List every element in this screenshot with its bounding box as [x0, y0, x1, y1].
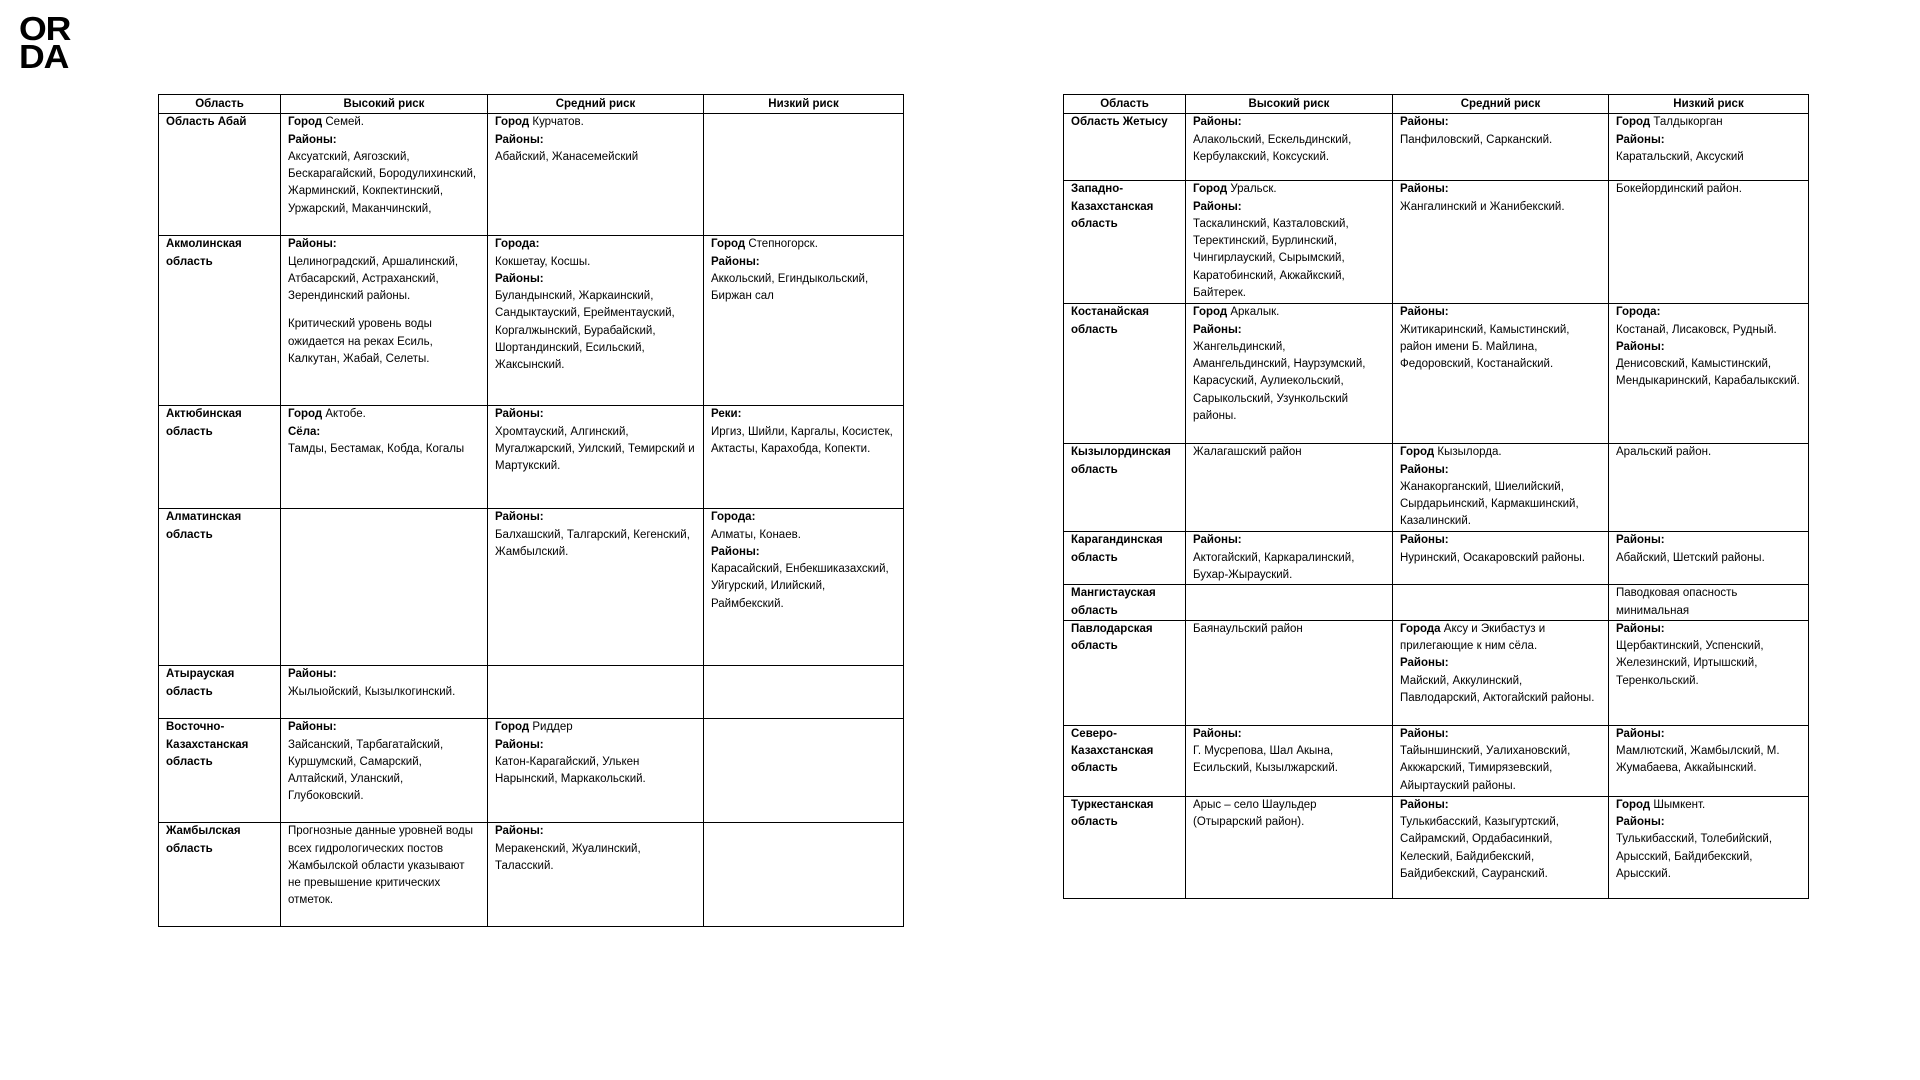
- cell-text: Хромтауский, Алгинский, Мугалжарский, Уилский, Темирский и Мартукский.: [495, 425, 695, 473]
- cell-text: Аккольский, Егиндыкольский, Биржан сал: [711, 272, 869, 303]
- low-risk-cell: [1609, 304, 1809, 444]
- low-risk-cell: [704, 823, 904, 927]
- high-risk-cell: [1186, 444, 1393, 532]
- medium-risk-cell: [1393, 114, 1609, 181]
- cell-label: Районы:: [288, 668, 337, 681]
- cell-entry: [711, 406, 896, 458]
- cell-text: Шымкент.: [1650, 798, 1706, 811]
- cell-text: Катон-Карагайский, Улькен Нарынский, Маркакольский.: [495, 755, 646, 786]
- cell-text: Тайыншинский, Уалихановский, Аккжарский, Тимирязевский, Айыртауский районы.: [1400, 745, 1571, 792]
- cell-entry: [288, 406, 480, 423]
- cell-label: Районы:: [1400, 727, 1449, 740]
- table-header-row: [159, 95, 904, 114]
- cell-label: Районы:: [1616, 340, 1665, 353]
- cell-entry: [1193, 322, 1385, 426]
- table-row: [1064, 725, 1809, 796]
- high-risk-cell: [1186, 304, 1393, 444]
- high-risk-cell: [281, 666, 488, 719]
- high-risk-cell: [281, 406, 488, 509]
- table-row: [159, 719, 904, 823]
- cell-text: Аксуатский, Аягозский, Бескарагайский, Бородулихинский, Жарминский, Кокпектинский, Уржарский, Маканчинский,: [288, 150, 477, 215]
- cell-text: Зайсанский, Тарбагатайский, Куршумский, Самарский, Алтайский, Уланский, Глубоковский.: [288, 738, 444, 803]
- cell-text: Буландынский, Жаркаинский, Сандыктауский, Ерейментауский, Коргалжынский, Бурабайский, Шортандинский, Есильский, Жаксынский.: [495, 290, 675, 372]
- table-row: [1064, 304, 1809, 444]
- cell-label: Город: [1616, 798, 1651, 811]
- low-risk-cell: [704, 406, 904, 509]
- cell-label: Районы:: [1193, 534, 1242, 547]
- cell-text: Меракенский, Жуалинский, Таласский.: [495, 842, 641, 872]
- cell-text: Абайский, Жанасемейский: [495, 150, 639, 163]
- cell-text: Мамлютский, Жамбылский, М. Жумабаева, Аккайынский.: [1616, 745, 1780, 775]
- cell-label: Районы:: [495, 408, 544, 421]
- region-name: Область Жетысу: [1064, 114, 1186, 181]
- cell-label: Районы:: [1616, 534, 1665, 547]
- cell-label: Города:: [711, 511, 756, 524]
- cell-text: Кокшетау, Косшы.: [495, 255, 591, 268]
- cell-entry: [495, 271, 696, 375]
- high-risk-cell: [281, 823, 488, 927]
- cell-entry: [1616, 532, 1801, 567]
- cell-label: Город: [288, 408, 323, 421]
- medium-risk-cell: [1393, 304, 1609, 444]
- cell-entry: [1193, 114, 1385, 166]
- cell-label: Районы:: [1400, 116, 1449, 129]
- table-row: [159, 823, 904, 927]
- table-row: [1064, 585, 1809, 621]
- cell-text: Талдыкорган: [1650, 116, 1723, 129]
- medium-risk-cell: [1393, 532, 1609, 585]
- cell-label: Город: [1193, 183, 1228, 196]
- cell-entry: [1400, 444, 1601, 461]
- cell-note: Критический уровень воды ожидается на реках Есиль, Калкутан, Жабай, Селеты.: [288, 318, 433, 366]
- cell-text: Каратальский, Аксуский: [1616, 150, 1744, 163]
- cell-text: Костанай, Лисаковск, Рудный.: [1616, 323, 1777, 336]
- cell-entry: [495, 823, 696, 875]
- cell-entry: [495, 737, 696, 789]
- cell-label: Районы:: [288, 238, 337, 251]
- high-risk-cell: [281, 509, 488, 666]
- cell-entry: [1400, 797, 1601, 883]
- cell-text: Нуринский, Осакаровский районы.: [1400, 551, 1585, 564]
- table-row: [159, 666, 904, 719]
- cell-text: Балхашский, Талгарский, Кегенский, Жамбылский.: [495, 528, 690, 558]
- table-header-row: [1064, 95, 1809, 114]
- region-name: Область Абай: [159, 114, 281, 236]
- table-row: [159, 236, 904, 406]
- high-risk-cell: [1186, 532, 1393, 585]
- header-high-risk: Высокий риск: [1186, 95, 1393, 114]
- cell-text: Аксу и Экибастуз и прилегающие к ним сёла.: [1400, 622, 1546, 653]
- cell-entry: [1616, 132, 1801, 167]
- cell-text: Целиноградский, Аршалинский, Атбасарский, Астраханский, Зерендинский районы.: [288, 255, 459, 303]
- cell-entry: [288, 236, 480, 305]
- low-risk-cell: [1609, 725, 1809, 796]
- cell-text: Алматы, Конаев.: [711, 528, 801, 541]
- cell-label: Город: [711, 238, 746, 251]
- cell-entry: [288, 666, 480, 701]
- header-medium-risk: Средний риск: [488, 95, 704, 114]
- cell-entry: [1616, 304, 1801, 339]
- medium-risk-cell: [488, 236, 704, 406]
- cell-label: Город: [1616, 116, 1651, 129]
- region-name: Мангистауская область: [1064, 585, 1186, 621]
- cell-entry: [1193, 726, 1385, 778]
- cell-label: Города:: [495, 238, 540, 251]
- high-risk-cell: [1186, 620, 1393, 725]
- medium-risk-cell: [488, 823, 704, 927]
- high-risk-cell: [1186, 725, 1393, 796]
- cell-entry: [1616, 114, 1801, 131]
- cell-label: Город: [1193, 306, 1228, 319]
- region-name: Западно-Казахстанская область: [1064, 181, 1186, 304]
- high-risk-cell: [281, 719, 488, 823]
- cell-entry: [1193, 304, 1385, 321]
- cell-label: Города:: [1616, 306, 1661, 319]
- cell-text: Житикаринский, Камыстинский, район имени Б. Майлина, Федоровский, Костанайский.: [1400, 323, 1570, 371]
- region-name: Восточно-Казахстанская область: [159, 719, 281, 823]
- region-name: Алматинская область: [159, 509, 281, 666]
- flood-risk-table-right: [1063, 94, 1809, 899]
- cell-text: Майский, Аккулинский, Павлодарский, Актогайский районы.: [1400, 674, 1595, 705]
- cell-entry: [495, 132, 696, 167]
- header-region: Область: [1064, 95, 1186, 114]
- low-risk-cell: [1609, 114, 1809, 181]
- cell-text: Карасайский, Енбекшиказахский, Уйгурский, Илийский, Раймбекский.: [711, 563, 889, 610]
- cell-text: Курчатов.: [529, 116, 584, 129]
- cell-label: Районы:: [711, 255, 760, 268]
- medium-risk-cell: [1393, 725, 1609, 796]
- cell-entry: [1400, 655, 1601, 707]
- medium-risk-cell: [1393, 585, 1609, 621]
- header-high-risk: Высокий риск: [281, 95, 488, 114]
- low-risk-cell: [704, 509, 904, 666]
- cell-text: Иргиз, Шийли, Каргалы, Косистек, Актасты, Карахобда, Копекти.: [711, 425, 893, 455]
- cell-label: Районы:: [711, 545, 760, 558]
- header-region: Область: [159, 95, 281, 114]
- cell-text: Жанакорганский, Шиелийский, Сырдарьинский, Кармакшинский, Казалинский.: [1400, 480, 1579, 528]
- cell-label: Город: [288, 116, 323, 129]
- cell-entry: [1193, 532, 1385, 584]
- logo-line-2: DA: [19, 38, 69, 75]
- table-row: [1064, 181, 1809, 304]
- table-row: [159, 114, 904, 236]
- cell-label: Районы:: [1616, 133, 1665, 146]
- cell-label: Районы:: [1193, 323, 1242, 336]
- cell-label: Районы:: [1400, 306, 1449, 319]
- region-name: Северо-Казахстанская область: [1064, 725, 1186, 796]
- medium-risk-cell: [488, 719, 704, 823]
- table-row: [159, 406, 904, 509]
- high-risk-cell: [281, 236, 488, 406]
- low-risk-cell: [704, 719, 904, 823]
- medium-risk-cell: [1393, 620, 1609, 725]
- cell-text: Риддер: [529, 721, 573, 734]
- region-name: Костанайская область: [1064, 304, 1186, 444]
- cell-text: Таскалинский, Казталовский, Теректинский, Бурлинский, Чингирлауский, Сырымский, Каратобинский, Акжайкский, Байтерек.: [1193, 217, 1349, 300]
- cell-label: Города: [1400, 622, 1441, 635]
- region-name: Актюбинская область: [159, 406, 281, 509]
- cell-text: Семей.: [322, 116, 364, 129]
- medium-risk-cell: [1393, 444, 1609, 532]
- cell-entry: [711, 236, 896, 253]
- cell-entry: [495, 114, 696, 131]
- region-name: Жамбылская область: [159, 823, 281, 927]
- cell-label: Районы:: [1400, 463, 1449, 476]
- cell-text: Алакольский, Ескельдинский, Кербулакский, Коксуский.: [1193, 133, 1352, 163]
- medium-risk-cell: [488, 114, 704, 236]
- table-row: [1064, 114, 1809, 181]
- low-risk-cell: [1609, 585, 1809, 621]
- cell-entry: [1193, 444, 1385, 461]
- cell-label: Районы:: [1193, 727, 1242, 740]
- cell-text: Аркалык.: [1227, 306, 1280, 319]
- flood-risk-table-left: [158, 94, 904, 927]
- cell-label: Город: [495, 721, 530, 734]
- cell-entry: [711, 544, 896, 613]
- cell-label: Город: [495, 116, 530, 129]
- cell-text: Щербактинский, Успенский, Железинский, Иртышский, Теренкольский.: [1616, 640, 1764, 687]
- medium-risk-cell: [1393, 181, 1609, 304]
- cell-entry: [1193, 199, 1385, 303]
- medium-risk-cell: [1393, 796, 1609, 898]
- cell-text: Актогайский, Каркаралинский, Бухар-Жырауский.: [1193, 551, 1355, 581]
- cell-entry: [1193, 797, 1385, 832]
- low-risk-cell: [704, 666, 904, 719]
- cell-text: Паводковая опасность минимальная: [1616, 587, 1738, 617]
- low-risk-cell: [704, 236, 904, 406]
- cell-entry: [711, 254, 896, 306]
- cell-text: Абайский, Шетский районы.: [1616, 551, 1765, 564]
- medium-risk-cell: [488, 406, 704, 509]
- cell-label: Районы:: [288, 133, 337, 146]
- table-row: [1064, 620, 1809, 725]
- high-risk-cell: [1186, 181, 1393, 304]
- cell-entry: [288, 424, 480, 459]
- cell-label: Районы:: [1400, 798, 1449, 811]
- table-row: [1064, 532, 1809, 585]
- cell-text: Тулькибасский, Казыгуртский, Сайрамский, Ордабасинкий, Келеский, Байдибекский, Байдибекский, Сауранский.: [1400, 816, 1559, 881]
- cell-entry: [1400, 114, 1601, 149]
- region-name: Акмолинская область: [159, 236, 281, 406]
- low-risk-cell: [1609, 181, 1809, 304]
- table-row: [1064, 796, 1809, 898]
- table-body-left: [159, 114, 904, 927]
- cell-entry: [1616, 797, 1801, 814]
- cell-entry: [1616, 444, 1801, 461]
- header-medium-risk: Средний риск: [1393, 95, 1609, 114]
- cell-label: Районы:: [1616, 816, 1665, 829]
- low-risk-cell: [1609, 620, 1809, 725]
- cell-text: Баянаульский район: [1193, 622, 1303, 635]
- cell-entry: [1400, 462, 1601, 531]
- high-risk-cell: [1186, 114, 1393, 181]
- cell-entry: [1616, 814, 1801, 883]
- header-low-risk: Низкий риск: [1609, 95, 1809, 114]
- region-name: Кызылординская область: [1064, 444, 1186, 532]
- cell-text: Арыс – село Шаульдер (Отырарский район).: [1193, 798, 1317, 829]
- cell-label: Районы:: [1400, 183, 1449, 196]
- cell-entry: [1193, 621, 1385, 638]
- cell-entry: [1193, 181, 1385, 198]
- cell-label: Районы:: [1616, 622, 1665, 635]
- cell-entry: [1400, 304, 1601, 373]
- header-low-risk: Низкий риск: [704, 95, 904, 114]
- cell-label: Районы:: [1193, 200, 1242, 213]
- cell-text: Панфиловский, Сарканский.: [1400, 133, 1553, 146]
- cell-entry: [1400, 726, 1601, 795]
- cell-text: Прогнозные данные уровней воды всех гидрологических постов Жамбылской области указывают не превышение критических отметок.: [288, 825, 473, 907]
- high-risk-cell: [1186, 796, 1393, 898]
- low-risk-cell: [1609, 444, 1809, 532]
- table-row: [159, 509, 904, 666]
- cell-entry: [288, 823, 480, 909]
- cell-label: Районы:: [495, 272, 544, 285]
- cell-label: Реки:: [711, 408, 742, 421]
- cell-text: Тулькибасский, Толебийский, Арысский, Байдибекский, Арысский.: [1616, 833, 1773, 881]
- high-risk-cell: [1186, 585, 1393, 621]
- cell-entry: [1400, 532, 1601, 567]
- cell-text: Кызылорда.: [1434, 446, 1502, 459]
- region-name: Туркестанская область: [1064, 796, 1186, 898]
- cell-label: Районы:: [495, 825, 544, 838]
- cell-text: Жалагашский район: [1193, 446, 1302, 459]
- cell-entry: [1616, 726, 1801, 778]
- cell-entry: [1616, 181, 1801, 198]
- cell-label: Сёла:: [288, 425, 321, 438]
- cell-text: Жангалинский и Жанибекский.: [1400, 200, 1565, 213]
- cell-entry: [495, 406, 696, 475]
- region-name: Атырауская область: [159, 666, 281, 719]
- cell-text: Тамды, Бестамак, Кобда, Когалы: [288, 442, 465, 455]
- high-risk-cell: [281, 114, 488, 236]
- low-risk-cell: [1609, 796, 1809, 898]
- cell-label: Районы:: [495, 133, 544, 146]
- cell-entry: [1616, 585, 1801, 620]
- cell-text: Степногорск.: [745, 238, 818, 251]
- cell-entry: [288, 114, 480, 131]
- cell-entry: [1616, 339, 1801, 391]
- cell-text: Денисовский, Камыстинский, Мендыкаринский, Карабалыкский.: [1616, 358, 1800, 388]
- cell-entry: [1400, 621, 1601, 656]
- cell-text: Уральск.: [1227, 183, 1277, 196]
- table-row: [1064, 444, 1809, 532]
- logo-line-1: OR: [19, 10, 71, 47]
- cell-text: Г. Мусрепова, Шал Акына, Есильский, Кызылжарский.: [1193, 745, 1338, 775]
- medium-risk-cell: [488, 509, 704, 666]
- cell-text: Бокейординский район.: [1616, 183, 1742, 196]
- cell-label: Районы:: [1400, 534, 1449, 547]
- orda-logo[interactable]: [19, 10, 71, 75]
- cell-label: Районы:: [1616, 727, 1665, 740]
- table-body-right: [1064, 114, 1809, 899]
- cell-entry: [495, 719, 696, 736]
- cell-text: Жылыойский, Кызылкогинский.: [288, 685, 456, 698]
- cell-text: Жангельдинский, Амангельдинский, Наурзумский, Карасуский, Аулиекольский, Сарыкольский, Узункольский районы.: [1193, 340, 1366, 423]
- cell-text: Актобе.: [322, 408, 366, 421]
- cell-label: Районы:: [288, 721, 337, 734]
- low-risk-cell: [1609, 532, 1809, 585]
- cell-entry: [288, 719, 480, 805]
- cell-entry: [1616, 621, 1801, 690]
- cell-text: Аральский район.: [1616, 446, 1712, 459]
- cell-label: Районы:: [495, 738, 544, 751]
- region-name: Карагандинская область: [1064, 532, 1186, 585]
- cell-label: Районы:: [1400, 657, 1449, 670]
- cell-entry: [495, 509, 696, 561]
- cell-entry: [711, 509, 896, 544]
- region-name: Павлодарская область: [1064, 620, 1186, 725]
- cell-entry: [1400, 181, 1601, 216]
- cell-entry: [288, 132, 480, 218]
- cell-label: Районы:: [495, 511, 544, 524]
- cell-entry: [495, 236, 696, 271]
- cell-label: Районы:: [1193, 116, 1242, 129]
- cell-label: Город: [1400, 446, 1435, 459]
- low-risk-cell: [704, 114, 904, 236]
- medium-risk-cell: [488, 666, 704, 719]
